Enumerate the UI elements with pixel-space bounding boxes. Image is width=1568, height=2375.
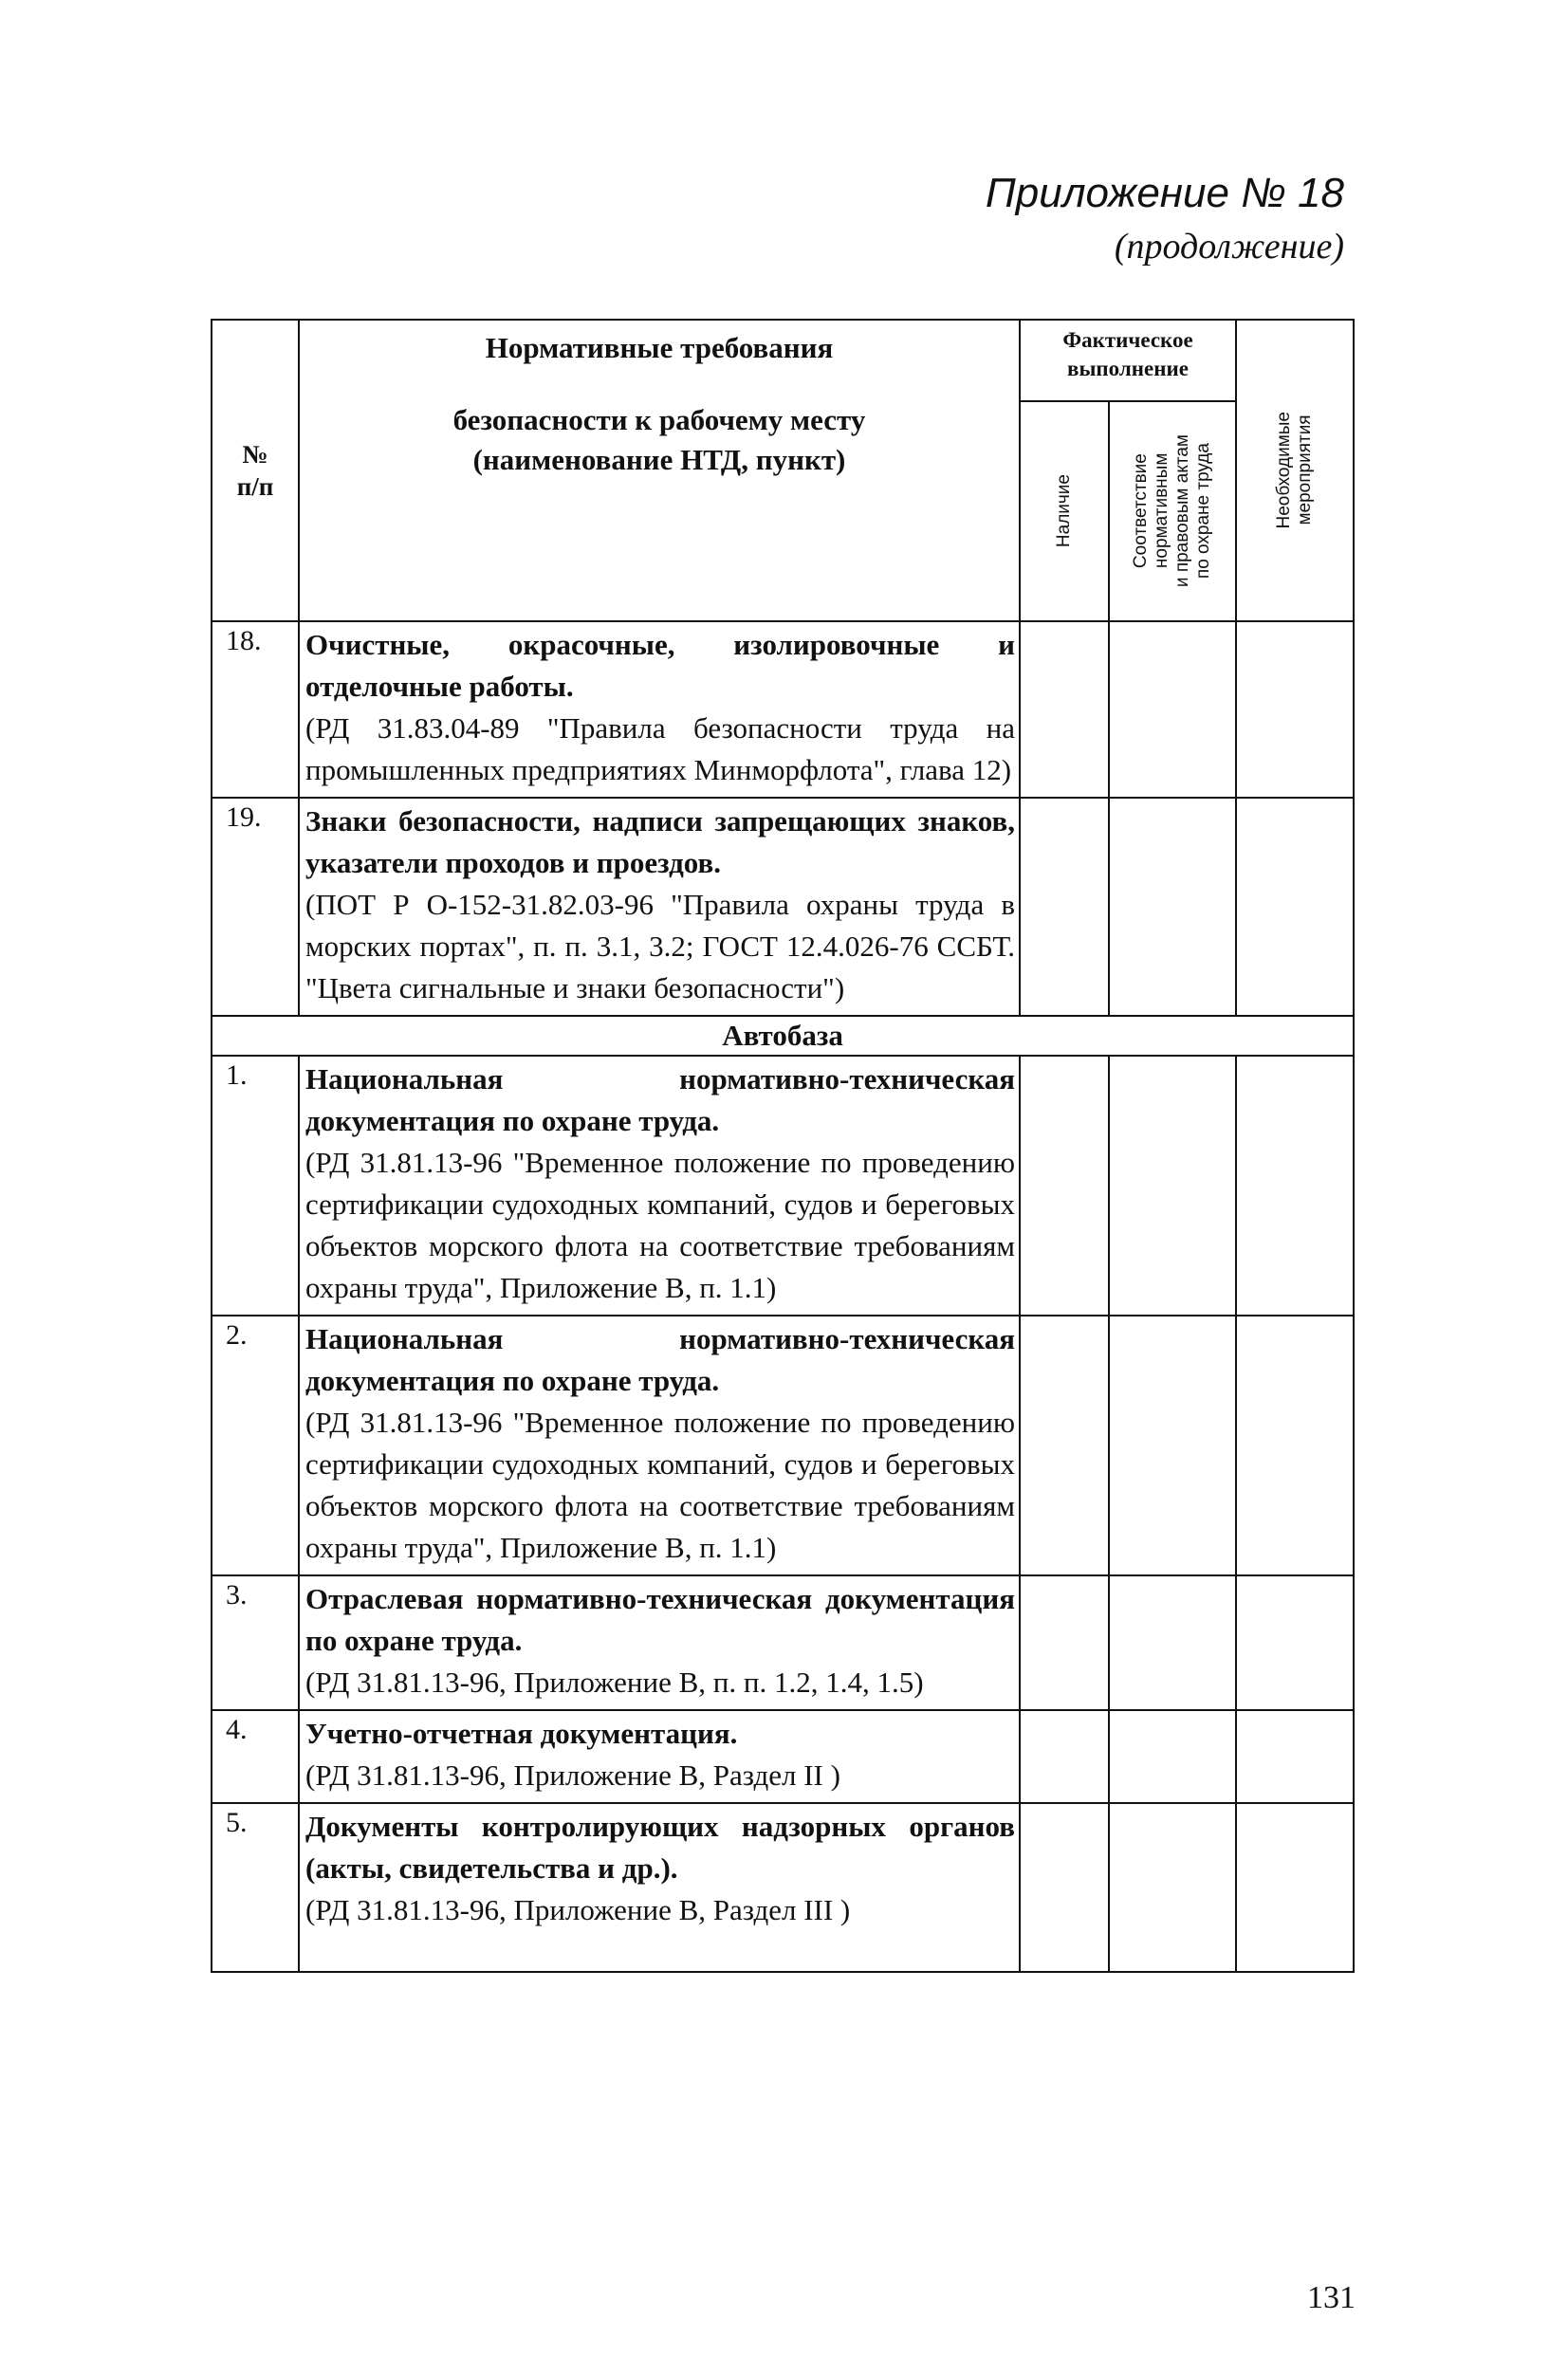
measures-label-line-1: Необходимые — [1274, 412, 1295, 529]
appendix-title: Приложение № 18 — [985, 170, 1344, 216]
row-requirement — [299, 1316, 1020, 1575]
row-requirement — [299, 1056, 1020, 1316]
presence-cell — [1020, 798, 1109, 1016]
table-row — [212, 1803, 1354, 1972]
row-requirement-title: Национальная нормативно-техническая документация по охране труда. — [305, 1322, 1015, 1397]
presence-header-cell — [1020, 401, 1109, 621]
measures-header-cell — [1236, 320, 1354, 621]
row-requirement — [299, 621, 1020, 798]
fact-header-cell — [1020, 320, 1236, 401]
row-requirement — [299, 798, 1020, 1016]
row-number: 19. — [212, 798, 299, 1016]
row-requirement-title: Знаки безопасности, надписи запрещающих знаков, указатели проходов и проездов. — [305, 804, 1015, 879]
fact-header-label-2: выполнение — [1067, 357, 1189, 380]
row-requirement — [299, 1575, 1020, 1710]
measures-label-line-2: мероприятия — [1295, 414, 1316, 526]
presence-header-label: Наличие — [1054, 474, 1074, 548]
table-row — [212, 1575, 1354, 1710]
row-requirement-title: Национальная нормативно-техническая документация по охране труда. — [305, 1062, 1015, 1137]
compliance-cell — [1109, 1056, 1236, 1316]
table-row — [212, 1316, 1354, 1575]
row-requirement-reference: (РД 31.81.13-96, Приложение В, п. п. 1.2, 1.4, 1.5) — [305, 1666, 924, 1699]
measures-cell — [1236, 621, 1354, 798]
row-requirement-title: Очистные, окрасочные, изолировочные и отделочные работы. — [305, 628, 1015, 703]
fact-header-label-1: Фактическое — [1062, 328, 1193, 352]
table-row — [212, 798, 1354, 1016]
requirements-header-line-2: безопасности к рабочему месту — [452, 403, 866, 436]
measures-cell — [1236, 798, 1354, 1016]
table-body-a — [212, 621, 1354, 1056]
row-requirement-title: Отраслевая нормативно-техническая документация по охране труда. — [305, 1582, 1015, 1657]
presence-cell — [1020, 1056, 1109, 1316]
requirements-header-cell — [299, 320, 1020, 621]
row-requirement-reference: (РД 31.81.13-96 "Временное положение по проведению сертификации судоходных компаний, судов и береговых объектов морского флота на соответствие требованиям охраны труда", Приложение В, п. 1.1) — [305, 1406, 1015, 1564]
num-header-label-1: № — [242, 440, 268, 469]
measures-cell — [1236, 1056, 1354, 1316]
section-title: Автобаза — [212, 1016, 1354, 1056]
table-row — [212, 1056, 1354, 1316]
compliance-header-cell — [1109, 401, 1236, 621]
measures-header-label — [1274, 412, 1316, 529]
compliance-cell — [1109, 1803, 1236, 1972]
row-requirement-reference: (РД 31.83.04-89 "Правила безопасности труда на промышленных предприятиях Минморфлота", глава 12) — [305, 711, 1015, 786]
row-requirement — [299, 1710, 1020, 1803]
num-header-label-2: п/п — [236, 472, 274, 501]
row-number: 2. — [212, 1316, 299, 1575]
row-requirement-reference: (РД 31.81.13-96 "Временное положение по проведению сертификации судоходных компаний, судов и береговых объектов морского флота на соответствие требованиям охраны труда", Приложение В, п. 1.1) — [305, 1146, 1015, 1304]
presence-cell — [1020, 1575, 1109, 1710]
compliance-label-line-3: и правовым актам — [1172, 434, 1192, 588]
row-requirement-reference: (ПОТ Р О-152-31.82.03-96 "Правила охраны труда в морских портах", п. п. 3.1, 3.2; ГОСТ 12.4.026-76 ССБТ. "Цвета сигнальные и знаки безопасности") — [305, 888, 1015, 1004]
row-requirement-reference: (РД 31.81.13-96, Приложение В, Раздел II ) — [305, 1758, 840, 1792]
measures-cell — [1236, 1316, 1354, 1575]
presence-cell — [1020, 1710, 1109, 1803]
table-body-b — [212, 1056, 1354, 1972]
presence-cell — [1020, 1803, 1109, 1972]
compliance-cell — [1109, 798, 1236, 1016]
table-row — [212, 1710, 1354, 1803]
compliance-header-label — [1131, 434, 1214, 587]
compliance-cell — [1109, 621, 1236, 798]
measures-cell — [1236, 1803, 1354, 1972]
row-requirement-title: Документы контролирующих надзорных органов (акты, свидетельства и др.). — [305, 1810, 1015, 1885]
table-row — [212, 621, 1354, 798]
row-requirement — [299, 1803, 1020, 1972]
presence-cell — [1020, 1316, 1109, 1575]
section-row — [212, 1016, 1354, 1056]
measures-cell — [1236, 1710, 1354, 1803]
row-number: 1. — [212, 1056, 299, 1316]
row-number: 18. — [212, 621, 299, 798]
measures-cell — [1236, 1575, 1354, 1710]
appendix-subtitle: (продолжение) — [1114, 227, 1344, 267]
page-number: 131 — [1307, 2280, 1356, 2315]
num-header-cell — [212, 320, 299, 621]
row-number: 4. — [212, 1710, 299, 1803]
row-number: 5. — [212, 1803, 299, 1972]
compliance-cell — [1109, 1575, 1236, 1710]
compliance-label-line-2: нормативным — [1152, 453, 1171, 569]
table-head — [212, 320, 1354, 621]
requirements-header-line-1: Нормативные требования — [485, 331, 834, 364]
row-number: 3. — [212, 1575, 299, 1710]
compliance-label-line-4: по охране труда — [1193, 443, 1213, 580]
row-requirement-title: Учетно-отчетная документация. — [305, 1717, 738, 1750]
row-requirement-reference: (РД 31.81.13-96, Приложение В, Раздел III ) — [305, 1893, 851, 1926]
compliance-cell — [1109, 1316, 1236, 1575]
compliance-cell — [1109, 1710, 1236, 1803]
requirements-table — [211, 319, 1355, 1973]
presence-cell — [1020, 621, 1109, 798]
compliance-label-line-1: Соответствие — [1131, 453, 1151, 569]
requirements-header-line-3: (наименование НТД, пункт) — [472, 443, 846, 476]
